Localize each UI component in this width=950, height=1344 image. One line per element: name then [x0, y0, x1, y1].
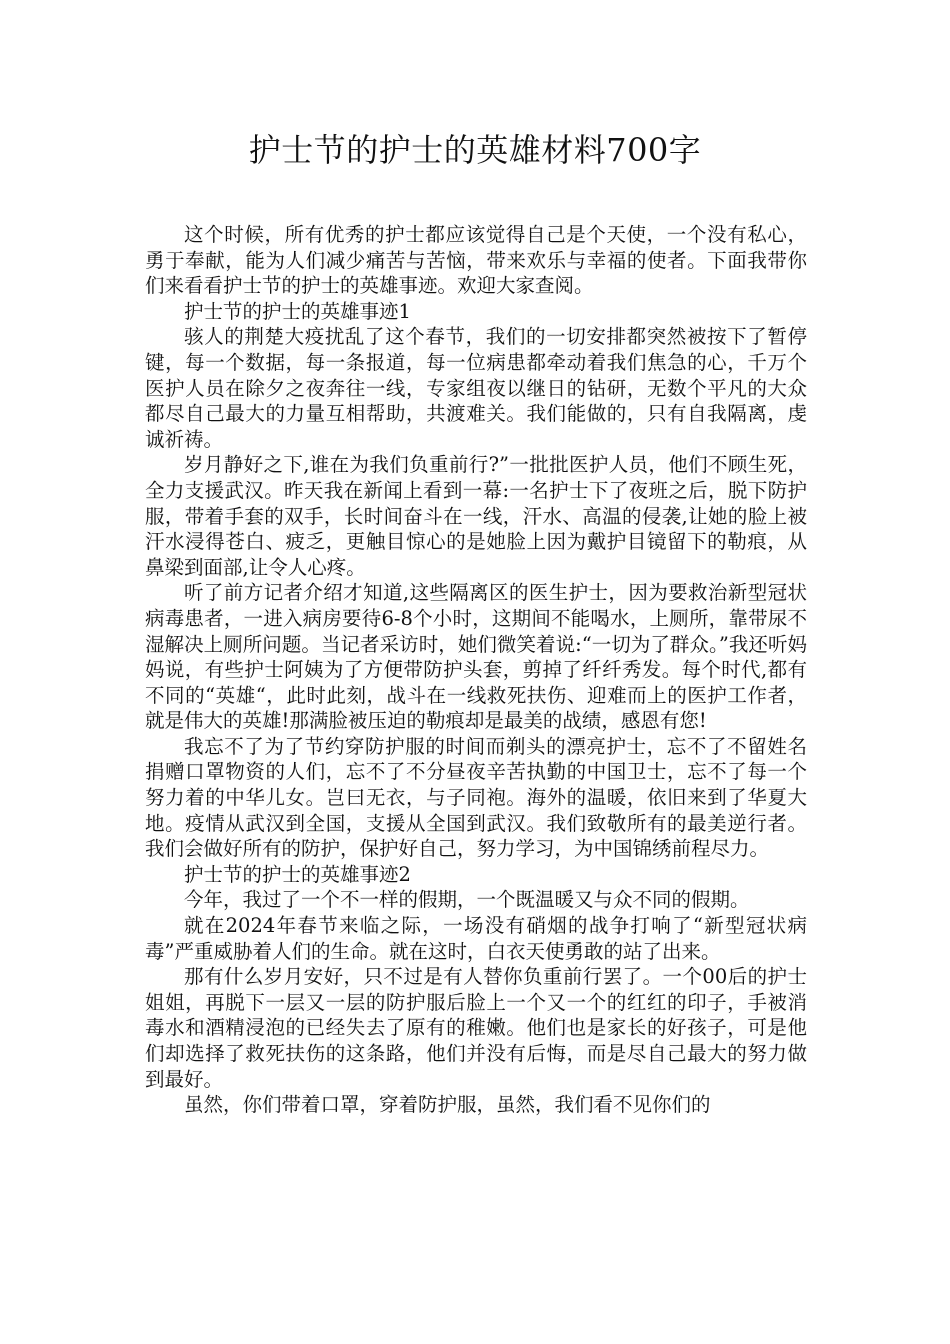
- body-paragraph: 听了前方记者介绍才知道,这些隔离区的医生护士，因为要救治新型冠状病毒患者，一进入病房要待6-8个小时，这期间不能喝水，上厕所，靠带尿不湿解决上厕所问题。当记者采访时，她们微笑着说:“一切为了群众。”我还听妈妈说，有些护士阿姨为了方便带防护头套，剪掉了纤纤秀发。每个时代,都有不同的“英雄“，此时此刻，战斗在一线救死扶伤、迎难而上的医护工作者，就是伟大的英雄!那满脸被压迫的勒痕却是最美的战绩，感恩有您!: [145, 581, 807, 733]
- body-paragraph: 骇人的荆楚大疫扰乱了这个春节，我们的一切安排都突然被按下了暂停键，每一个数据，每一条报道，每一位病患都牵动着我们焦急的心，千万个医护人员在除夕之夜奔往一线，专家组夜以继日的钻研，无数个平凡的大众都尽自己最大的力量互相帮助，共渡难关。我们能做的，只有自我隔离，虔诚祈祷。: [145, 325, 807, 451]
- body-paragraph: 虽然，你们带着口罩，穿着防护服，虽然，我们看不见你们的: [184, 1093, 711, 1117]
- section-heading-1: 护士节的护士的英雄事迹1: [184, 299, 411, 323]
- body-paragraph: 就在2024年春节来临之际，一场没有硝烟的战争打响了“新型冠状病毒”严重威胁着人们的生命。就在这时，白衣天使勇敢的站了出来。: [145, 914, 807, 963]
- intro-paragraph: 这个时候，所有优秀的护士都应该觉得自己是个天使，一个没有私心，勇于奉献，能为人们减少痛苦与苦恼，带来欢乐与幸福的使者。下面我带你们来看看护士节的护士的英雄事迹。欢迎大家查阅。: [145, 223, 807, 298]
- body-paragraph: 今年，我过了一个不一样的假期，一个既温暖又与众不同的假期。: [184, 888, 750, 912]
- body-paragraph: 岁月静好之下,谁在为我们负重前行?”一批批医护人员，他们不顾生死，全力支援武汉。昨天我在新闻上看到一幕:一名护士下了夜班之后，脱下防护服，带着手套的双手，长时间奋斗在一线，汗水、高温的侵袭,让她的脸上被汗水浸得苍白、疲乏，更触目惊心的是她脸上因为戴护目镜留下的勒痕，从鼻梁到面部,让令人心疼。: [145, 453, 807, 579]
- section-heading-2: 护士节的护士的英雄事迹2: [184, 862, 411, 886]
- document-body: [145, 222, 807, 1118]
- body-paragraph: 我忘不了为了节约穿防护服的时间而剃头的漂亮护士，忘不了不留姓名捐赠口罩物资的人们，忘不了不分昼夜辛苦执勤的中国卫士，忘不了每一个努力着的中华儿女。岂曰无衣，与子同袍。海外的温暖，依旧来到了华夏大地。疫情从武汉到全国，支援从全国到武汉。我们致敬所有的最美逆行者。我们会做好所有的防护，保护好自己，努力学习，为中国锦绣前程尽力。: [145, 734, 807, 861]
- document-title: 护士节的护士的英雄材料700字: [248, 131, 702, 169]
- body-paragraph: 那有什么岁月安好，只不过是有人替你负重前行罢了。一个00后的护士姐姐，再脱下一层又一层的防护服后脸上一个又一个的红红的印子，手被消毒水和酒精浸泡的已经失去了原有的稚嫩。他们也是家长的好孩子，可是他们却选择了救死扶伤的这条路，他们并没有后悔，而是尽自己最大的努力做到最好。: [145, 965, 807, 1091]
